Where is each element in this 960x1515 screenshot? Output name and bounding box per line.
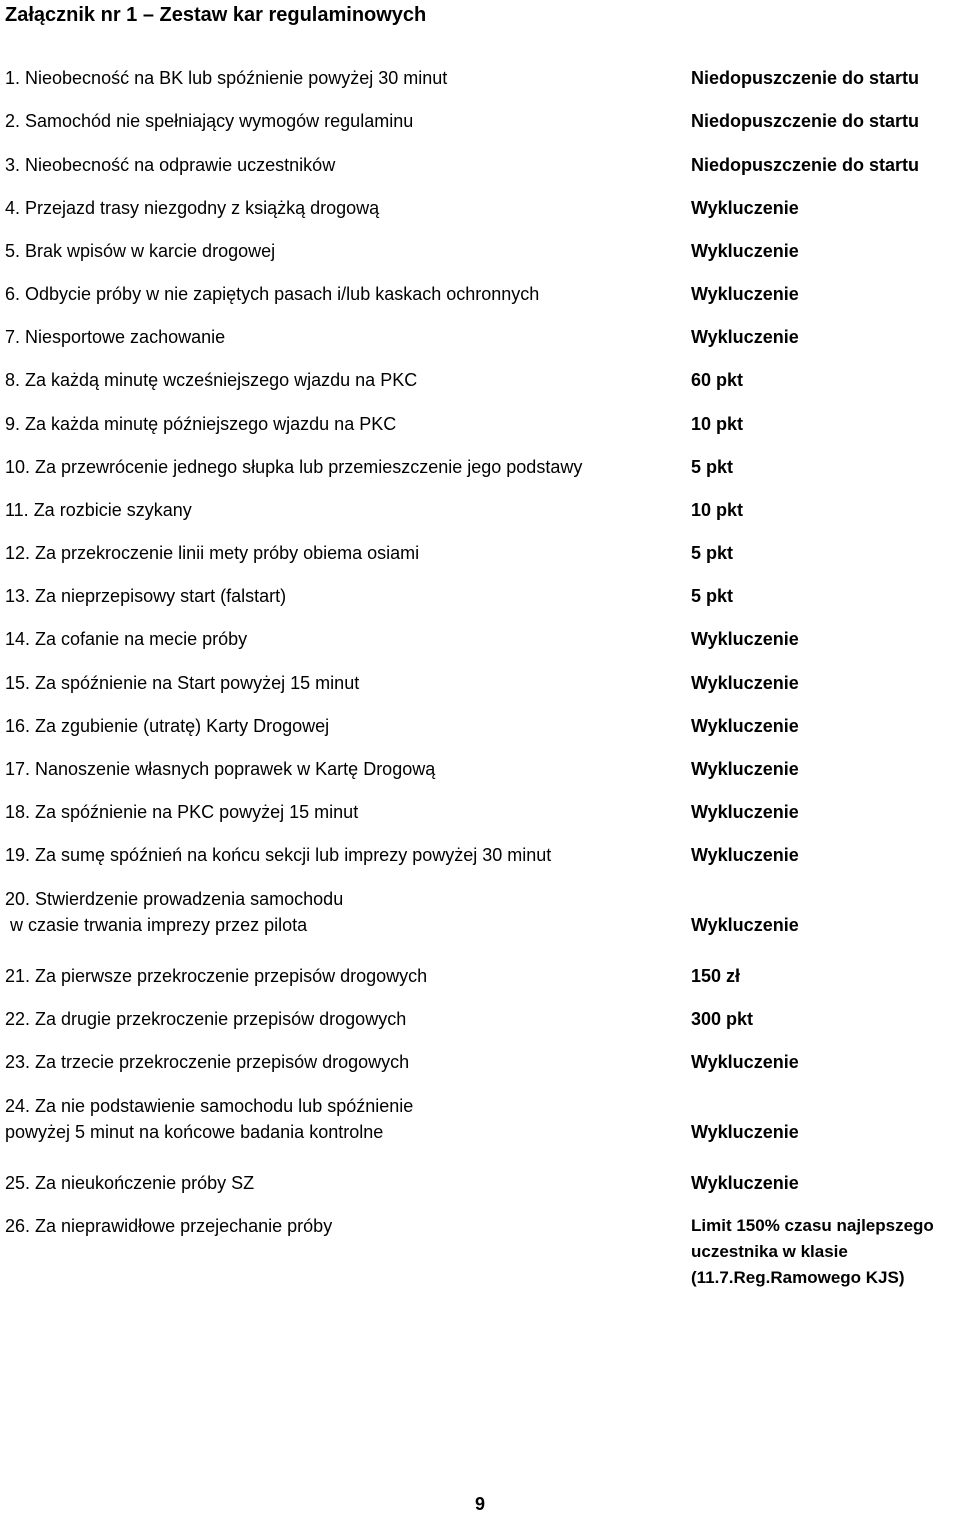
infraction-description	[5, 1213, 332, 1239]
infraction-description	[5, 108, 413, 134]
penalty-value	[691, 454, 733, 480]
description-line: 12. Za przekroczenie linii mety próby obiema osiami	[5, 543, 420, 563]
penalty-row	[0, 195, 960, 218]
penalty-row	[0, 626, 960, 649]
description-line: 17. Nanoszenie własnych poprawek w Kartę Drogową	[5, 759, 436, 779]
description-line: 18. Za spóźnienie na PKC powyżej 15 minut	[5, 802, 359, 822]
penalty-value	[691, 65, 919, 91]
penalty-row	[0, 713, 960, 736]
description-line: 22. Za drugie przekroczenie przepisów drogowych	[5, 1009, 407, 1029]
infraction-description	[5, 583, 286, 609]
penalty-row	[0, 497, 960, 520]
infraction-description	[5, 886, 343, 938]
penalty-line: (11.7.Reg.Ramowego KJS)	[691, 1268, 905, 1287]
penalty-value	[691, 497, 743, 523]
penalty-value	[691, 195, 799, 221]
penalty-row	[0, 1170, 960, 1193]
description-line: 6. Odbycie próby w nie zapiętych pasach i/lub kaskach ochronnych	[5, 284, 540, 304]
penalty-value	[691, 1213, 934, 1291]
penalty-value	[691, 670, 799, 696]
penalty-line: 10 pkt	[691, 500, 744, 520]
penalty-value	[691, 152, 919, 178]
penalty-line: Wykluczenie	[691, 915, 799, 935]
infraction-description	[5, 842, 551, 868]
infraction-description	[5, 799, 358, 825]
infraction-description	[5, 626, 247, 652]
penalty-row	[0, 1093, 960, 1142]
infraction-description	[5, 65, 447, 91]
penalty-line: Wykluczenie	[691, 284, 799, 304]
penalty-value	[691, 912, 799, 938]
description-line: 11. Za rozbicie szykany	[5, 500, 192, 520]
penalty-line: Wykluczenie	[691, 1052, 799, 1072]
description-line: 7. Niesportowe zachowanie	[5, 327, 226, 347]
penalty-row	[0, 411, 960, 434]
penalty-value	[691, 238, 799, 264]
description-line: 16. Za zgubienie (utratę) Karty Drogowej	[5, 716, 330, 736]
penalty-value	[691, 1170, 799, 1196]
infraction-description	[5, 152, 335, 178]
penalty-line: Limit 150% czasu najlepszego	[691, 1216, 934, 1235]
penalty-row	[0, 1213, 960, 1287]
penalty-line: 10 pkt	[691, 414, 744, 434]
description-line: w czasie trwania imprezy przez pilota	[5, 915, 308, 935]
penalty-value	[691, 540, 733, 566]
penalty-value	[691, 583, 733, 609]
infraction-description	[5, 497, 192, 523]
description-line: 24. Za nie podstawienie samochodu lub spóźnienie	[5, 1096, 414, 1116]
infraction-description	[5, 281, 539, 307]
penalty-line: 5 pkt	[691, 543, 734, 563]
penalty-line: Wykluczenie	[691, 241, 799, 261]
penalty-row	[0, 324, 960, 347]
penalty-value	[691, 1119, 799, 1145]
penalty-line: Wykluczenie	[691, 1173, 799, 1193]
infraction-description	[5, 1006, 406, 1032]
description-line: 4. Przejazd trasy niezgodny z książką drogową	[5, 198, 380, 218]
description-line: 25. Za nieukończenie próby SZ	[5, 1173, 255, 1193]
infraction-description	[5, 1049, 409, 1075]
description-line: 10. Za przewrócenie jednego słupka lub przemieszczenie jego podstawy	[5, 457, 583, 477]
penalty-line: Wykluczenie	[691, 673, 799, 693]
penalty-line: Wykluczenie	[691, 629, 799, 649]
infraction-description	[5, 1093, 413, 1145]
infraction-description	[5, 238, 275, 264]
penalty-line: Wykluczenie	[691, 802, 799, 822]
penalty-row	[0, 1006, 960, 1029]
penalty-line: Wykluczenie	[691, 716, 799, 736]
penalty-line: 60 pkt	[691, 370, 744, 390]
description-line: 15. Za spóźnienie na Start powyżej 15 minut	[5, 673, 360, 693]
penalty-line: Wykluczenie	[691, 198, 799, 218]
description-line: 14. Za cofanie na mecie próby	[5, 629, 248, 649]
penalty-value	[691, 799, 799, 825]
penalty-row	[0, 454, 960, 477]
penalty-value	[691, 842, 799, 868]
infraction-description	[5, 670, 359, 696]
penalty-row	[0, 583, 960, 606]
description-line: 13. Za nieprzepisowy start (falstart)	[5, 586, 287, 606]
penalty-line: 5 pkt	[691, 457, 734, 477]
infraction-description	[5, 540, 419, 566]
description-line: 20. Stwierdzenie prowadzenia samochodu	[5, 889, 344, 909]
penalty-value	[691, 281, 799, 307]
penalty-row	[0, 65, 960, 88]
penalty-row	[0, 799, 960, 822]
penalty-row	[0, 238, 960, 261]
infraction-description	[5, 1170, 254, 1196]
infraction-description	[5, 756, 435, 782]
penalty-row	[0, 108, 960, 131]
description-line: 5. Brak wpisów w karcie drogowej	[5, 241, 276, 261]
document-title: Załącznik nr 1 – Zestaw kar regulaminowych	[5, 4, 427, 26]
infraction-description	[5, 454, 582, 480]
penalty-value	[691, 963, 740, 989]
description-line: 8. Za każdą minutę wcześniejszego wjazdu na PKC	[5, 370, 418, 390]
penalty-row	[0, 1049, 960, 1072]
penalty-line: 300 pkt	[691, 1009, 754, 1029]
penalty-value	[691, 756, 799, 782]
penalty-row	[0, 756, 960, 779]
penalty-row	[0, 842, 960, 865]
infraction-description	[5, 411, 396, 437]
penalty-value	[691, 108, 919, 134]
penalty-line: uczestnika w klasie	[691, 1242, 848, 1261]
description-line: 2. Samochód nie spełniający wymogów regulaminu	[5, 111, 414, 131]
infraction-description	[5, 713, 329, 739]
penalty-value	[691, 367, 743, 393]
penalty-value	[691, 324, 799, 350]
penalty-line: Niedopuszczenie do startu	[691, 155, 920, 175]
description-line: 9. Za każda minutę późniejszego wjazdu na PKC	[5, 414, 397, 434]
description-line: 23. Za trzecie przekroczenie przepisów drogowych	[5, 1052, 410, 1072]
description-line: 3. Nieobecność na odprawie uczestników	[5, 155, 336, 175]
penalty-line: 150 zł	[691, 966, 741, 986]
page-number: 9	[474, 1494, 485, 1514]
description-line: 26. Za nieprawidłowe przejechanie próby	[5, 1216, 333, 1236]
penalty-row	[0, 152, 960, 175]
penalty-line: Niedopuszczenie do startu	[691, 68, 920, 88]
penalty-line: Niedopuszczenie do startu	[691, 111, 920, 131]
infraction-description	[5, 367, 417, 393]
penalty-row	[0, 886, 960, 935]
penalty-value	[691, 1006, 753, 1032]
penalty-line: Wykluczenie	[691, 1122, 799, 1142]
penalty-value	[691, 626, 799, 652]
penalty-line: Wykluczenie	[691, 327, 799, 347]
description-line: powyżej 5 minut na końcowe badania kontrolne	[5, 1122, 384, 1142]
penalty-value	[691, 713, 799, 739]
infraction-description	[5, 963, 427, 989]
penalty-line: 5 pkt	[691, 586, 734, 606]
penalty-value	[691, 1049, 799, 1075]
penalty-line: Wykluczenie	[691, 759, 799, 779]
penalty-value	[691, 411, 743, 437]
infraction-description	[5, 195, 379, 221]
penalty-row	[0, 670, 960, 693]
description-line: 19. Za sumę spóźnień na końcu sekcji lub imprezy powyżej 30 minut	[5, 845, 552, 865]
penalty-row	[0, 540, 960, 563]
penalty-row	[0, 963, 960, 986]
description-line: 1. Nieobecność na BK lub spóźnienie powyżej 30 minut	[5, 68, 448, 88]
description-line: 21. Za pierwsze przekroczenie przepisów drogowych	[5, 966, 428, 986]
penalty-row	[0, 281, 960, 304]
penalty-line: Wykluczenie	[691, 845, 799, 865]
infraction-description	[5, 324, 225, 350]
penalty-row	[0, 367, 960, 390]
